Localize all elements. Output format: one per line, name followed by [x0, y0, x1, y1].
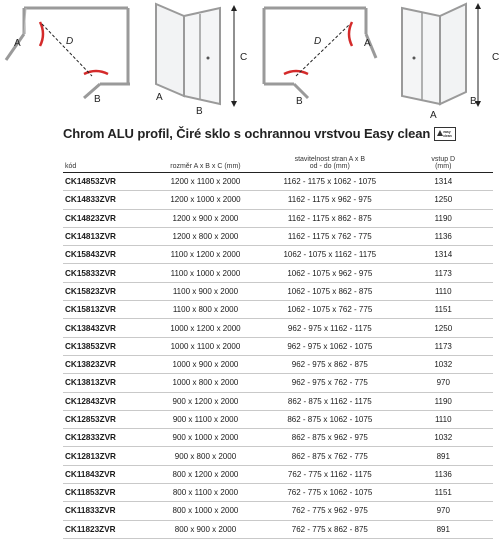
cell-size: 1200 x 900 x 2000 [145, 209, 266, 227]
cell-adjust: 962 - 975 x 862 - 875 [266, 355, 393, 373]
cell-adjust: 762 - 775 x 862 - 875 [266, 520, 393, 538]
cell-adjust: 1062 - 1075 x 962 - 975 [266, 264, 393, 282]
table-row [63, 264, 493, 282]
cell-adjust: 762 - 775 x 1162 - 1175 [266, 465, 393, 483]
label-a: A [14, 38, 21, 49]
label-c: C [492, 52, 500, 63]
top-view-diagram-left [0, 0, 140, 110]
label-b: B [196, 106, 203, 117]
header-adjust-line1: stavitelnost stran A x B [294, 156, 366, 163]
cell-adjust: 762 - 775 x 1062 - 1075 [266, 484, 393, 502]
easy-clean-icon: easy clean [434, 127, 456, 141]
cell-entry: 1173 [394, 337, 494, 355]
table-row [63, 301, 493, 319]
cell-size: 800 x 900 x 2000 [145, 520, 266, 538]
spec-table [63, 148, 493, 539]
cell-entry: 1151 [394, 484, 494, 502]
cell-adjust: 962 - 975 x 1162 - 1175 [266, 319, 393, 337]
cell-adjust: 862 - 875 x 762 - 775 [266, 447, 393, 465]
cell-code: CK13843ZVR [63, 319, 145, 337]
header-code: kód [65, 163, 77, 170]
cell-entry: 1110 [394, 410, 494, 428]
cell-entry: 1173 [394, 264, 494, 282]
cell-size: 900 x 800 x 2000 [145, 447, 266, 465]
cell-entry: 1250 [394, 191, 494, 209]
cell-size: 1100 x 1200 x 2000 [145, 246, 266, 264]
table-row [63, 502, 493, 520]
cell-entry: 1032 [394, 355, 494, 373]
header-entry-line1: vstup D [431, 156, 456, 163]
cell-size: 800 x 1200 x 2000 [145, 465, 266, 483]
header-size: rozměr A x B x C (mm) [170, 163, 241, 170]
diagrams-area [0, 0, 500, 122]
cell-entry: 1032 [394, 429, 494, 447]
cell-entry: 1250 [394, 319, 494, 337]
cell-size: 1200 x 1000 x 2000 [145, 191, 266, 209]
label-a: A [430, 110, 437, 121]
cell-adjust: 1162 - 1175 x 962 - 975 [266, 191, 393, 209]
cell-adjust: 1162 - 1175 x 1062 - 1075 [266, 173, 393, 191]
cell-size: 1000 x 1100 x 2000 [145, 337, 266, 355]
label-d: D [66, 36, 74, 47]
table-row [63, 520, 493, 538]
cell-size: 900 x 1000 x 2000 [145, 429, 266, 447]
label-d: D [314, 36, 322, 47]
cell-adjust: 762 - 775 x 962 - 975 [266, 502, 393, 520]
table-row [63, 319, 493, 337]
cell-code: CK13823ZVR [63, 355, 145, 373]
cell-code: CK12843ZVR [63, 392, 145, 410]
table-row [63, 392, 493, 410]
cell-entry: 1151 [394, 301, 494, 319]
cell-code: CK11833ZVR [63, 502, 145, 520]
cell-size: 900 x 1100 x 2000 [145, 410, 266, 428]
table-row [63, 227, 493, 245]
cell-size: 900 x 1200 x 2000 [145, 392, 266, 410]
table-row [63, 209, 493, 227]
cell-code: CK11853ZVR [63, 484, 145, 502]
label-a: A [156, 92, 163, 103]
cell-entry: 1314 [394, 173, 494, 191]
header-adjust-line2: od - do (mm) [309, 163, 350, 170]
cell-code: CK15843ZVR [63, 246, 145, 264]
cell-adjust: 1162 - 1175 x 862 - 875 [266, 209, 393, 227]
header-adjust [266, 148, 393, 173]
label-a: A [364, 38, 371, 49]
cell-code: CK12813ZVR [63, 447, 145, 465]
cell-code: CK12853ZVR [63, 410, 145, 428]
table-row [63, 447, 493, 465]
table-row [63, 173, 493, 191]
cell-adjust: 1162 - 1175 x 762 - 775 [266, 227, 393, 245]
cell-adjust: 1062 - 1075 x 762 - 775 [266, 301, 393, 319]
cell-code: CK15823ZVR [63, 282, 145, 300]
cell-code: CK15833ZVR [63, 264, 145, 282]
cell-size: 800 x 1100 x 2000 [145, 484, 266, 502]
cell-adjust: 962 - 975 x 1062 - 1075 [266, 337, 393, 355]
table-row [63, 246, 493, 264]
table-row [63, 191, 493, 209]
product-title [63, 126, 456, 142]
table-row [63, 282, 493, 300]
cell-size: 1100 x 900 x 2000 [145, 282, 266, 300]
label-b: B [296, 96, 303, 107]
cell-code: CK12833ZVR [63, 429, 145, 447]
cell-code: CK14823ZVR [63, 209, 145, 227]
cell-entry: 891 [394, 447, 494, 465]
cell-adjust: 862 - 875 x 1062 - 1075 [266, 410, 393, 428]
cell-size: 1000 x 800 x 2000 [145, 374, 266, 392]
cell-code: CK13813ZVR [63, 374, 145, 392]
cell-size: 1000 x 1200 x 2000 [145, 319, 266, 337]
header-entry-line2: (mm) [435, 163, 452, 170]
cell-code: CK15813ZVR [63, 301, 145, 319]
label-b: B [94, 94, 101, 105]
cell-adjust: 962 - 975 x 762 - 775 [266, 374, 393, 392]
header-entry [394, 148, 494, 173]
cell-adjust: 1062 - 1075 x 862 - 875 [266, 282, 393, 300]
cell-code: CK11843ZVR [63, 465, 145, 483]
label-c: C [240, 52, 248, 63]
cell-code: CK14833ZVR [63, 191, 145, 209]
cell-code: CK13853ZVR [63, 337, 145, 355]
cell-entry: 1314 [394, 246, 494, 264]
cell-entry: 1136 [394, 465, 494, 483]
cell-entry: 1190 [394, 209, 494, 227]
table-row [63, 465, 493, 483]
cell-size: 800 x 1000 x 2000 [145, 502, 266, 520]
table-row [63, 355, 493, 373]
cell-code: CK11823ZVR [63, 520, 145, 538]
elevation-diagram-left [146, 0, 250, 120]
cell-entry: 1110 [394, 282, 494, 300]
table-row [63, 484, 493, 502]
cell-entry: 970 [394, 502, 494, 520]
cell-adjust: 1062 - 1075 x 1162 - 1175 [266, 246, 393, 264]
cell-entry: 1190 [394, 392, 494, 410]
cell-entry: 970 [394, 374, 494, 392]
label-b: B [470, 96, 477, 107]
cell-size: 1200 x 800 x 2000 [145, 227, 266, 245]
table-row [63, 374, 493, 392]
title-text: Chrom ALU profil, Čiré sklo s ochrannou vrstvou Easy clean [63, 126, 431, 141]
cell-adjust: 862 - 875 x 1162 - 1175 [266, 392, 393, 410]
cell-code: CK14853ZVR [63, 173, 145, 191]
cell-size: 1200 x 1100 x 2000 [145, 173, 266, 191]
cell-entry: 891 [394, 520, 494, 538]
top-view-diagram-right [256, 0, 386, 110]
elevation-diagram-right [392, 0, 500, 122]
cell-size: 1000 x 900 x 2000 [145, 355, 266, 373]
table-row [63, 410, 493, 428]
table-header-row [63, 148, 493, 173]
table-row [63, 429, 493, 447]
cell-entry: 1136 [394, 227, 494, 245]
cell-size: 1100 x 1000 x 2000 [145, 264, 266, 282]
table-row [63, 337, 493, 355]
cell-size: 1100 x 800 x 2000 [145, 301, 266, 319]
cell-code: CK14813ZVR [63, 227, 145, 245]
cell-adjust: 862 - 875 x 962 - 975 [266, 429, 393, 447]
